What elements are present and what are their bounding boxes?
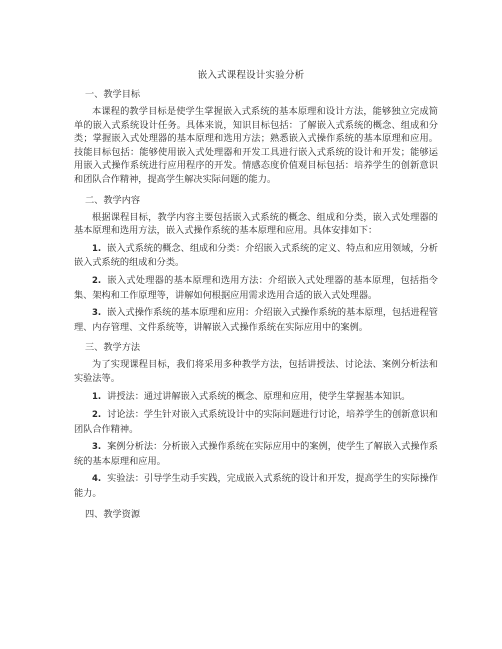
section-heading: 四、教学资源 [85, 508, 141, 520]
list-item-text: 讨论法：学生针对嵌入式系统设计中的实际问题进行讨论，培养学生的创新意识和团队合作精神。 [74, 409, 438, 435]
list-item [74, 242, 438, 270]
list-item [74, 440, 438, 468]
list-item-number: 2. [92, 410, 102, 421]
document-title: 嵌入式课程设计实验分析 [197, 70, 305, 81]
list-item-text: 嵌入式系统的概念、组成和分类：介绍嵌入式系统的定义、特点和应用领域，分析嵌入式系统的组成和分类。 [74, 242, 438, 269]
list-item-number: 4. [92, 474, 102, 485]
list-item [74, 472, 438, 500]
list-item-number: 3. [92, 442, 102, 453]
section-paragraph: 本课程的教学目标是使学生掌握嵌入式系统的基本原理和设计方法，能够独立完成简单的嵌入式系统设计任务。具体来说，知识目标包括：了解嵌入式系统的概念、组成和分类；掌握嵌入式处理器的基本原理和选用方法；熟悉嵌入式操作系统的基本原理和应用。技能目标包括：能够使用嵌入式处理器和开发工具进行嵌入式系统的设计和开发；能够运用嵌入式操作系统进行应用程序的开发。情感态度价值观目标包括：培养学生的创新意识和团队合作精神，提高学生解决实际问题的能力。 [74, 106, 438, 185]
list-item [74, 390, 438, 405]
section-heading: 三、教学方法 [85, 342, 141, 354]
list-item-number: 2. [92, 275, 102, 286]
list-item-text: 实验法：引导学生动手实践，完成嵌入式系统的设计和开发，提高学生的实际操作能力。 [74, 473, 438, 500]
section-teaching-methods [74, 341, 438, 500]
list-item-text: 嵌入式处理器的基本原理和选用方法：介绍嵌入式处理器的基本原理，包括指令集、架构和工作原理等，讲解如何根据应用需求选用合适的嵌入式处理器。 [74, 274, 438, 301]
list-item-text: 讲授法：通过讲解嵌入式系统的概念、原理和应用，使学生掌握基本知识。 [107, 390, 411, 402]
section-heading: 一、教学目标 [85, 89, 141, 100]
list-item-number: 3. [92, 308, 102, 319]
list-item-text: 案例分析法：分析嵌入式操作系统在实际应用中的案例，使学生了解嵌入式操作系统的基本原理和应用。 [74, 441, 438, 467]
section-teaching-content [74, 194, 438, 335]
document-body [74, 88, 438, 525]
section-teaching-resources [74, 508, 438, 522]
list-item-number: 1. [92, 391, 102, 402]
list-item [74, 274, 438, 302]
list-item [74, 408, 438, 436]
section-paragraph: 为了实现课程目标，我们将采用多种教学方法，包括讲授法、讨论法、案例分析法和实验法等。 [74, 359, 438, 384]
section-heading: 二、教学内容 [85, 194, 141, 206]
section-paragraph: 根据课程目标，教学内容主要包括嵌入式系统的概念、组成和分类，嵌入式处理器的基本原理和选用方法，嵌入式操作系统的基本原理和应用。具体安排如下： [74, 211, 438, 237]
list-item-text: 嵌入式操作系统的基本原理和应用：介绍嵌入式操作系统的基本原理，包括进程管理、内存管理、文件系统等，讲解嵌入式操作系统在实际应用中的案例。 [74, 307, 438, 333]
list-item [74, 306, 438, 334]
list-item-number: 1. [92, 243, 102, 254]
section-teaching-objectives [74, 88, 438, 187]
